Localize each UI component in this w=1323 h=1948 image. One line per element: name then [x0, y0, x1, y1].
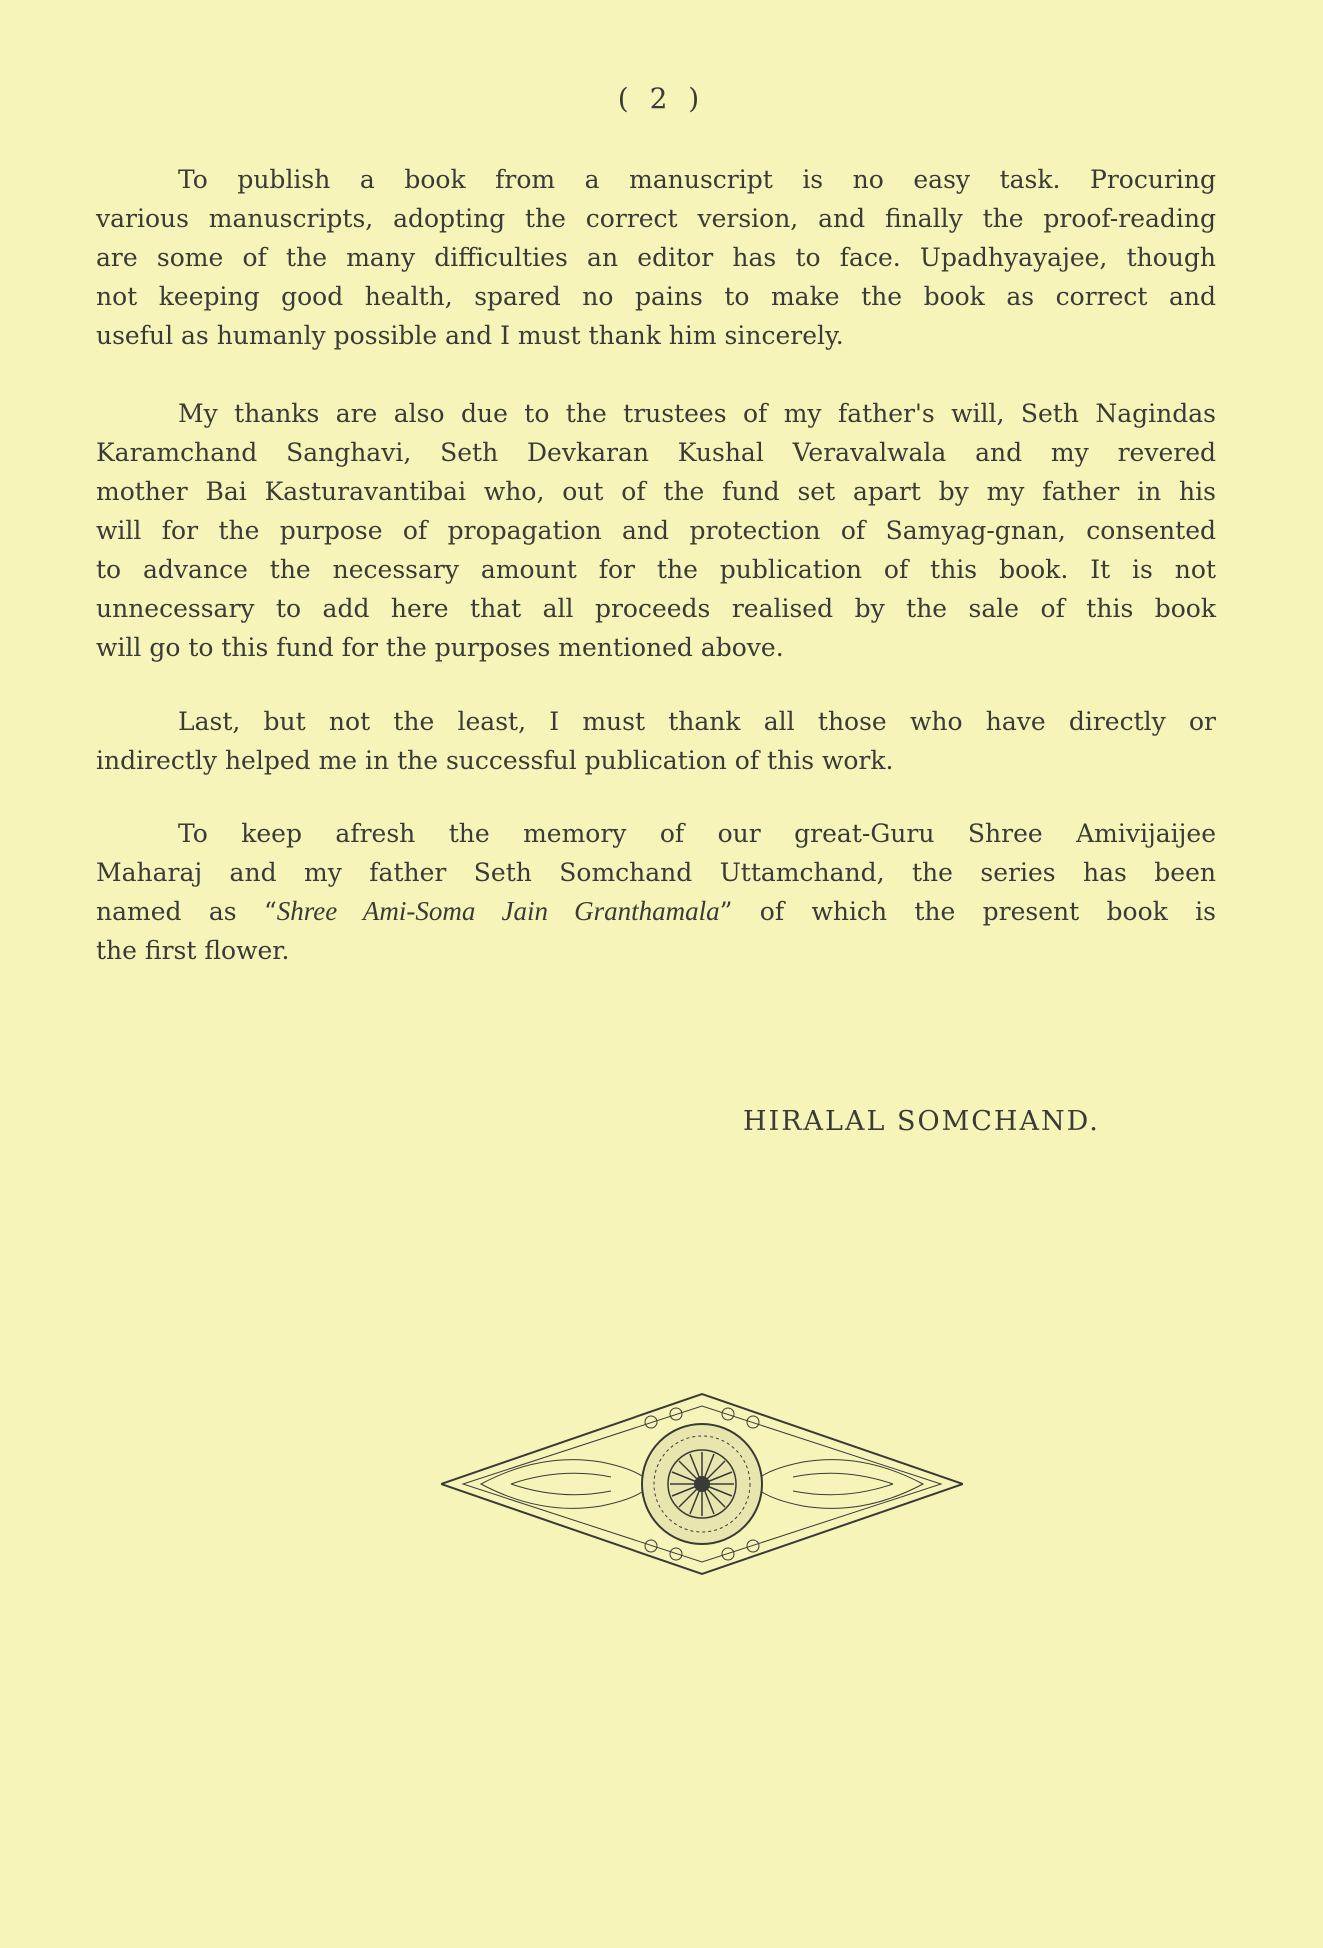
paragraph-thanks-trustees — [96, 394, 1216, 667]
text-line: various manuscripts, adopting the correct version, and finally the proof-reading — [96, 204, 1216, 233]
text-line: Karamchand Sanghavi, Seth Devkaran Kushal Veravalwala and my revered — [96, 438, 1216, 467]
text-fragment: ” of which the present book is — [719, 897, 1216, 926]
text-line: Maharaj and my father Seth Somchand Uttamchand, the series has been — [96, 858, 1216, 887]
text-line — [96, 892, 1216, 931]
ornament-diamond-icon — [441, 1392, 963, 1576]
text-line: are some of the many difficulties an editor has to face. Upadhyayajee, though — [96, 243, 1216, 272]
signature: HIRALAL SOMCHAND. — [743, 1106, 1100, 1137]
text-line: To publish a book from a manuscript is no easy task. Procuring — [178, 165, 1216, 194]
paragraph-last-thanks — [96, 702, 1216, 780]
text-line: unnecessary to add here that all proceeds realised by the sale of this book — [96, 594, 1216, 623]
text-line: My thanks are also due to the trustees of my father's will, Seth Nagindas — [178, 399, 1216, 428]
text-fragment: named as “ — [96, 897, 277, 926]
text-line: to advance the necessary amount for the publication of this book. It is not — [96, 555, 1216, 584]
text-line: the first flower. — [96, 936, 290, 965]
text-line: mother Bai Kasturavantibai who, out of the fund set apart by my father in his — [96, 477, 1216, 506]
series-name: Shree Ami-Soma Jain Granthamala — [276, 896, 720, 926]
text-line: will for the purpose of propagation and protection of Samyag-gnan, consented — [96, 516, 1216, 545]
text-line: not keeping good health, spared no pains to make the book as correct and — [96, 282, 1216, 311]
page-number: ( 2 ) — [617, 82, 706, 115]
text-line: useful as humanly possible and I must thank him sincerely. — [96, 321, 844, 350]
paragraph-proof-reading — [96, 160, 1216, 355]
text-line: indirectly helped me in the successful publication of this work. — [96, 746, 894, 775]
paragraph-series-name — [96, 814, 1216, 970]
text-line: Last, but not the least, I must thank all those who have directly or — [178, 707, 1216, 736]
text-line: will go to this fund for the purposes mentioned above. — [96, 633, 784, 662]
text-line: To keep afresh the memory of our great-Guru Shree Amivijaijee — [178, 819, 1216, 848]
